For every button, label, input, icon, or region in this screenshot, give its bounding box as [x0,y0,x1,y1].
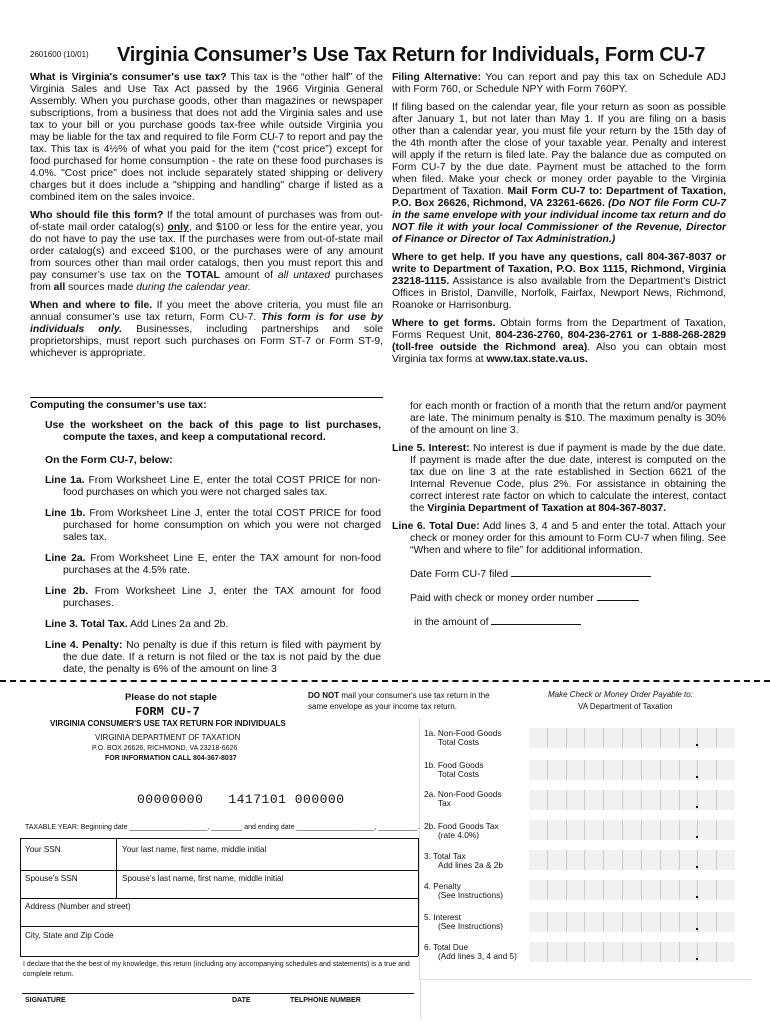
line-3-entry[interactable] [529,850,735,870]
form-code: 2601600 (10/01) [30,50,89,59]
para-forms: Where to get forms. Obtain forms from the Department of Taxation, Forms Request Unit, 804-236-2760, 804-236-2761 or 1-888-268-2829 (toll-free outside the Richmond area). Also you can obtain most Virginia tax forms at www.tax.state.va.us. [392,318,726,365]
line-1b-entry[interactable] [529,760,735,780]
address-field[interactable]: Address (Number and street) [25,902,131,911]
amount-field[interactable] [491,614,581,625]
staple-note: Please do not staple [125,692,217,703]
para-filing-alt: Filing Alternative: You can report and pay this tax on Schedule ADJ with Form 760, or Schedule NPY with Form 760PY. [392,72,726,95]
line-6-entry[interactable] [529,942,735,962]
line-2b-entry[interactable] [529,820,735,840]
decimal-point [696,806,698,808]
payable-note: Make Check or Money Order Payable to: [548,690,693,699]
agency-title: VIRGINIA CONSUMER'S USE TAX RETURN FOR INDIVIDUALS [50,719,286,728]
decimal-point [696,928,698,930]
line-4-label: 4. Penalty (See Instructions) [424,881,504,900]
line-2b-instr: Line 2b. From Worksheet Line J, enter the TAX amount for food purchases. [45,586,381,609]
box-border [20,956,418,957]
left-computing [30,400,381,682]
line-4-instr: Line 4. Penalty: No penalty is due if this return is filed with payment by the due date. If a return is not filed or the tax is not paid by the due date, the penalty is 6% of the amount on line 3 [45,640,381,675]
worksheet-note: Use the worksheet on the back of this page to list purchases, compute the taxes, and keep a computational record. [45,420,381,443]
line-3-label: 3. Total Tax Add lines 2a & 2b [424,851,504,870]
decimal-point [696,744,698,746]
line-1b-label: 1b. Food Goods Total Costs [424,760,484,779]
check-number-field[interactable] [597,590,639,601]
city-state-zip-field[interactable]: City, State and Zip Code [25,931,114,940]
box-border [20,870,418,871]
line-2b-label: 2b. Food Goods Tax (rate 4.0%) [424,821,499,840]
lines-divider [419,718,420,980]
signature-line[interactable] [22,993,414,994]
decimal-point [696,958,698,960]
date-filed-field[interactable] [511,566,651,577]
scan-code: 00000000 1417101 000000 [137,792,345,807]
para-help: Where to get help. If you have any questions, call 804-367-8037 or write to Department of Taxation, P.O. Box 1115, Richmond, Virginia 23218-1115. Assistance is also available from the Department's District Offices in Bristol, Danville, Norfolk, Fairfax, Newport News, Richmond, Roanoke or Harrisonburg. [392,252,726,311]
penalty-continued: for each month or fraction of a month that the return and/or payment are late. The minimum penalty is $10. The maximum penalty is 30% of the amount on line 3. [410,401,726,436]
on-form-heading: On the Form CU-7, below: [45,455,173,466]
line-6-instr: Line 6. Total Due: Add lines 3, 4 and 5 and enter the total. Attach your check or money order for this amount to Form CU-7 when filing. See “When and where to file” for additional information. [392,521,726,556]
your-name-field[interactable]: Your last name, first name, middle initial [122,845,267,854]
envelope-note: DO NOT mail your consumer's use tax return in the same envelope as your income tax return. [308,691,490,711]
date-filed-row: Date Form CU-7 filed [392,566,726,581]
tear-line [0,680,770,682]
page-title: Virginia Consumer’s Use Tax Return for Individuals, Form CU-7 [117,44,706,66]
agency-address: P.O. BOX 26626, RICHMOND, VA 23218-6626 [92,745,238,752]
date-label: DATE [232,997,251,1004]
line-6-label: 6. Total Due (Add lines 3, 4 and 5) [424,942,517,961]
spouse-name-field[interactable]: Spouse’s last name, first name, middle initial [122,874,284,883]
phone-label: TELPHONE NUMBER [290,997,361,1004]
left-instructions [30,72,383,366]
line-4-entry[interactable] [529,880,735,900]
box-border [20,898,418,899]
computing-heading: Computing the consumer’s use tax: [30,400,207,411]
decimal-point [696,776,698,778]
your-ssn-field[interactable]: Your SSN [25,845,61,854]
box-border [116,838,117,898]
line-2a-label: 2a. Non-Food Goods Tax [424,789,502,808]
line-2a-instr: Line 2a. From Worksheet Line E, enter the TAX amount for non-food purchases at the 4.5% rate. [45,553,381,576]
paid-with-row: Paid with check or money order number [392,590,726,605]
declaration: I declare that the the best of my knowledge, this return (including any accompanying schedules and statements) is a true and complete return. [23,961,410,978]
right-instructions [392,72,726,372]
box-border [20,926,418,927]
right-computing [392,401,726,635]
spouse-ssn-field[interactable]: Spouse’s SSN [25,874,78,883]
para-when-where: When and where to file. If you meet the above criteria, you must file an annual consumer’s use tax return, Form CU-7. This form is for use by individuals only. Businesses, including partnerships and sole proprietorships, must report such purchases on Form ST-7 or Form ST-9, whichever is appropriate. [30,300,383,359]
line-1a-entry[interactable] [529,728,735,748]
line-1b-instr: Line 1b. From Worksheet Line J, enter the total COST PRICE for food purchased for home consumption on which you were not charged sales tax. [45,508,381,543]
office-use-area [420,979,751,1020]
para-who-files: Who should file this form? If the total amount of purchases was from out-of-state mail order catalog(s) only, and $100 or less for the entire year, you do not have to pay the use tax. If the purchases were from out-of-state mail order catalog(s) and exceed $100, or the purchases were of any amount from sources other than mail order catalogs, then you must report this and pay consumer’s use tax on the TOTAL amount of all untaxed purchases from all sources made during the calendar year. [30,210,384,293]
line-2a-entry[interactable] [529,790,735,810]
signature-label: SIGNATURE [25,997,66,1004]
line-5-label: 5. Interest (See Instructions) [424,912,504,931]
box-border [20,838,418,839]
line-5-instr: Line 5. Interest: No interest is due if payment is made by the due date. If payment is made after the due date, interest is computed on the tax due on line 3 at the rate established in Section 6621 of the Internal Revenue Code, plus 2%. For assistance in obtaining the correct interest rate factor on which to calculate the interest, contact the Virginia Department of Taxation at 804-367-8037. [392,443,727,514]
payable-to: VA Department of Taxation [578,702,673,711]
para-calendar: If filing based on the calendar year, file your return as soon as possible after January 1, but not later than May 1. If you are filing on a basis other than a calendar year, you must file your return by the 15th day of the 4th month after the close of your taxable year. Penalty and interest will apply if the return is filed late. Pay the balance due as computed on Form CU-7 by the due date. Payment must be attached to the form when filed. Make your check or money order payable to the Virginia Department of Taxation. Mail Form CU-7 to: Department of Taxation, P.O. Box 26626, Richmond, VA 23261-6626. (Do NOT file Form CU-7 in the same envelope with your individual income tax return and do NOT file it with your local Commissioner of the Revenue, Director of Finance or Director of Tax Administration.) [392,102,727,245]
form-name: FORM CU-7 [135,705,200,719]
amount-row: in the amount of [392,614,726,629]
agency-name: VIRGINIA DEPARTMENT OF TAXATION [95,733,241,742]
decimal-point [696,866,698,868]
line-1a-label: 1a. Non-Food Goods Total Costs [424,728,502,747]
decimal-point [696,896,698,898]
line-3-instr: Line 3. Total Tax. Add Lines 2a and 2b. [45,619,229,630]
section-divider [30,397,383,398]
line-1a-instr: Line 1a. From Worksheet Line E, enter the total COST PRICE for non-food purchases on which you were not charged sales tax. [45,475,381,498]
box-border [20,838,21,956]
para-what-is: What is Virginia's consumer's use tax? This tax is the “other half” of the Virginia Sales and Use Tax Act passed by the 1966 Virginia General Assembly. When you purchase goods, other than magazines or newspaper subscriptions, from a business that does not add the Virginia sales and use tax to your bill or you purchase goods tax-free while outside Virginia you may be liable for the tax and required to file Form CU-7 to report and pay the tax. This tax is 4½% of what you paid for the item (“cost price”) except for food purchased for home consumption - the rate on these food purchases is 4.0%. "Cost price" does not include separately stated shipping or delivery charges but it does include a "shipping and handling" charge if listed as a combined item on the sales invoice. [30,72,384,203]
agency-phone: FOR INFORMATION CALL 804-367-8037 [105,755,237,762]
decimal-point [696,836,698,838]
line-5-entry[interactable] [529,912,735,932]
taxable-year-line[interactable]: TAXABLE YEAR: Beginning date ____________________, ________ and ending date ____________________, __________. [25,824,420,831]
